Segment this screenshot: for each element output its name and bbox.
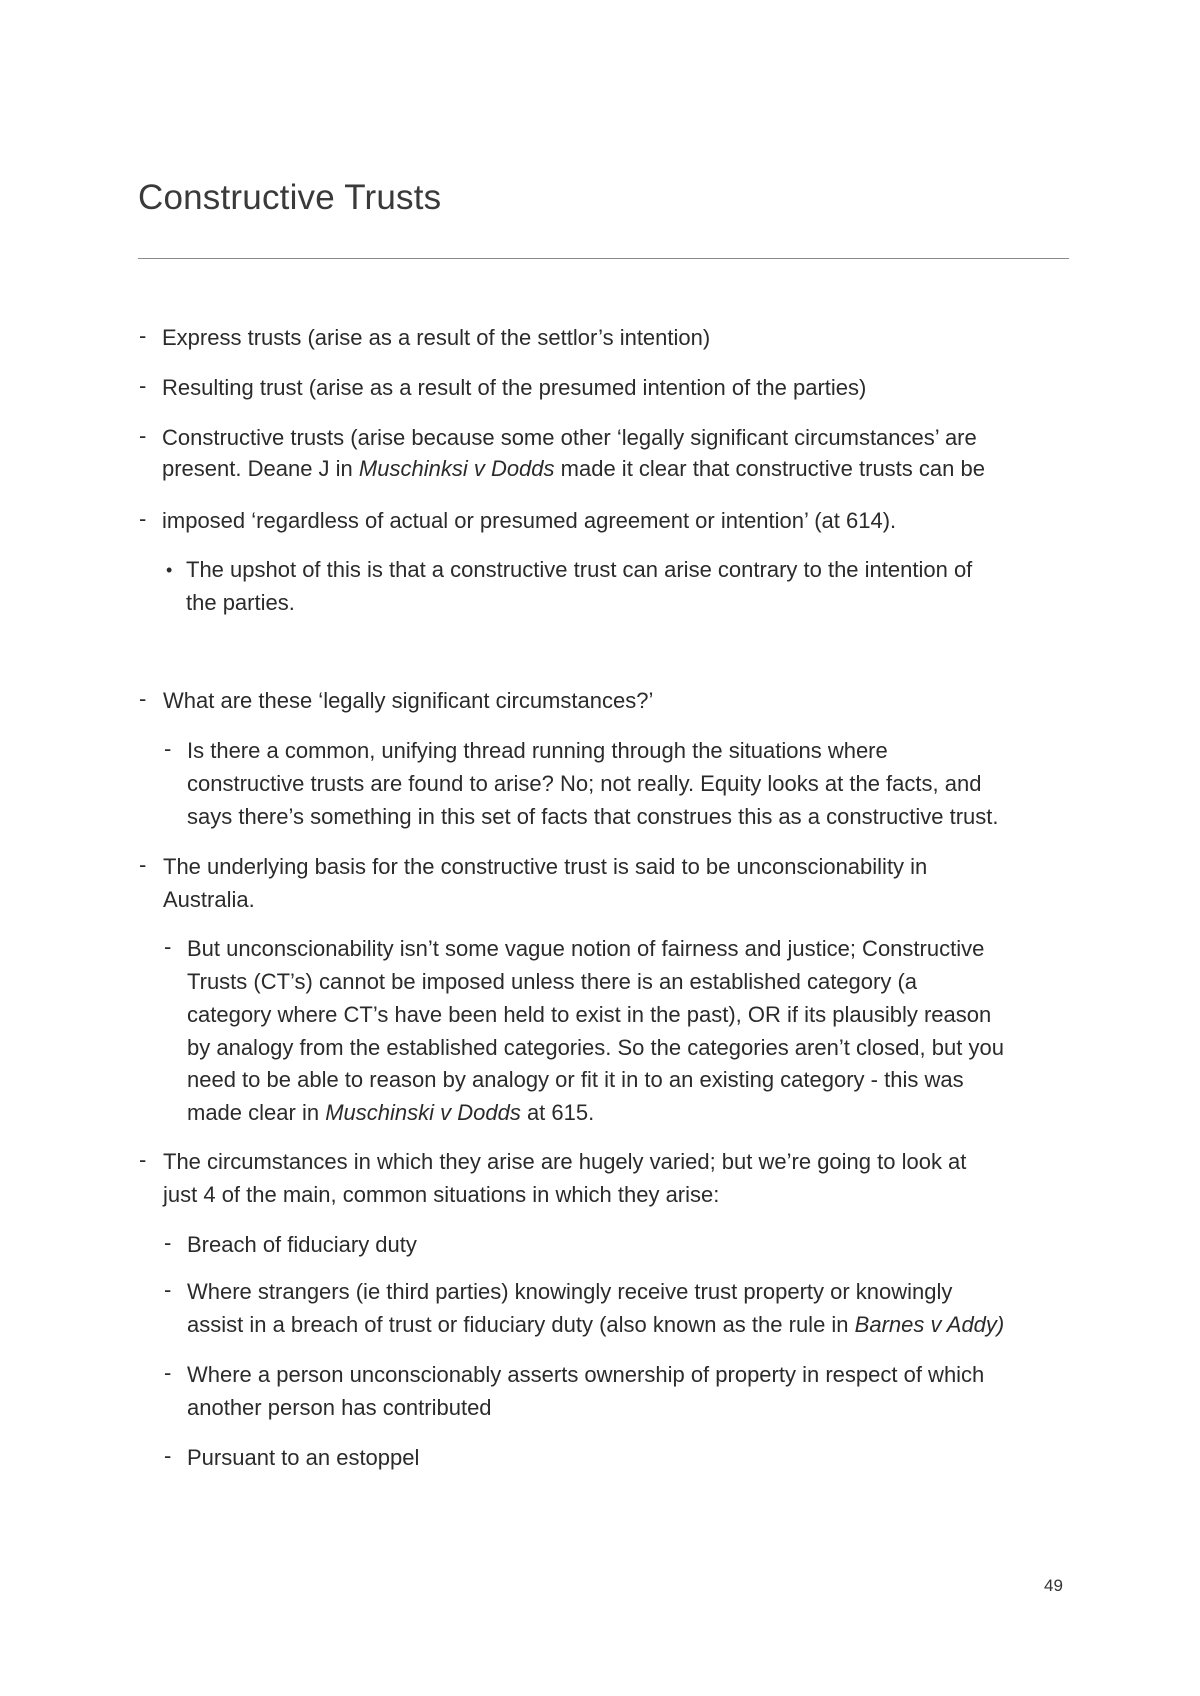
bullet-resulting-trust: Resulting trust (arise as a result of the presumed intention of the parties) — [162, 375, 867, 400]
sub-bullet-upshot-line2: the parties. — [186, 590, 295, 615]
dash-marker: - — [164, 736, 172, 761]
dash-marker: - — [139, 852, 147, 877]
text-run: present. Deane J in — [162, 456, 359, 481]
page-number: 49 — [1044, 1576, 1063, 1595]
dash-marker: - — [139, 1147, 147, 1172]
sub-bullet-strangers-line1: Where strangers (ie third parties) knowingly receive trust property or knowingly — [187, 1279, 953, 1304]
bullet-what-are-circumstances: What are these ‘legally significant circumstances?’ — [163, 688, 654, 713]
bullet-circumstances-varied-line2: just 4 of the main, common situations in which they arise: — [163, 1182, 720, 1207]
bullet-underlying-basis-line1: The underlying basis for the constructive trust is said to be unconscionability in — [163, 854, 928, 879]
text-run: made clear in — [187, 1100, 326, 1125]
bullet-imposed-regardless: imposed ‘regardless of actual or presumed agreement or intention’ (at 614). — [162, 508, 897, 533]
dash-marker: - — [164, 1443, 172, 1468]
bullet-constructive-trusts-line1: Constructive trusts (arise because some other ‘legally significant circumstances’ are — [162, 425, 977, 450]
text-run: assist in a breach of trust or fiduciary duty (also known as the rule in — [187, 1312, 855, 1337]
dash-marker: - — [139, 686, 147, 711]
bullet-circumstances-varied-line1: The circumstances in which they arise are hugely varied; but we’re going to look at — [163, 1149, 967, 1174]
dash-marker: - — [139, 423, 147, 448]
dash-marker: - — [139, 506, 147, 531]
sub-bullet-unconscionability-line2: Trusts (CT’s) cannot be imposed unless there is an established category (a — [187, 969, 918, 994]
dash-marker: - — [139, 323, 147, 348]
sub-bullet-upshot-line1: The upshot of this is that a constructive trust can arise contrary to the intention of — [186, 557, 973, 582]
case-name: Barnes v Addy) — [854, 1312, 1005, 1337]
dash-marker: - — [164, 1277, 172, 1302]
sub-bullet-unconscionability-line6 — [187, 1096, 594, 1129]
bullet-express-trusts: Express trusts (arise as a result of the settlor’s intention) — [162, 325, 711, 350]
bullet-marker: • — [166, 560, 173, 580]
sub-bullet-ownership-line2: another person has contributed — [187, 1395, 492, 1420]
sub-bullet-unconscionability-line1: But unconscionability isn’t some vague notion of fairness and justice; Constructive — [187, 936, 985, 961]
sub-bullet-common-thread-line1: Is there a common, unifying thread running through the situations where — [187, 738, 888, 763]
sub-bullet-unconscionability-line3: category where CT’s have been held to exist in the past), OR if its plausibly reason — [187, 1002, 992, 1027]
case-name: Muschinksi v Dodds — [358, 456, 555, 481]
case-name: Muschinski v Dodds — [325, 1100, 521, 1125]
sub-bullet-common-thread-line2: constructive trusts are found to arise? No; not really. Equity looks at the facts, and — [187, 771, 982, 796]
bullet-underlying-basis-line2: Australia. — [163, 887, 255, 912]
dash-marker: - — [164, 1230, 172, 1255]
sub-bullet-unconscionability-line5: need to be able to reason by analogy or fit it in to an existing category - this was — [187, 1067, 964, 1092]
page-title: Constructive Trusts — [138, 178, 442, 217]
bullet-constructive-trusts-line2 — [162, 452, 985, 485]
text-run: made it clear that constructive trusts can be — [554, 456, 985, 481]
title-divider — [138, 258, 1069, 259]
sub-bullet-strangers-line2 — [187, 1308, 1004, 1341]
dash-marker: - — [139, 373, 147, 398]
dash-marker: - — [164, 1360, 172, 1385]
sub-bullet-unconscionability-line4: by analogy from the established categories. So the categories aren’t closed, but you — [187, 1035, 1004, 1060]
sub-bullet-breach-fiduciary: Breach of fiduciary duty — [187, 1232, 417, 1257]
text-run: at 615. — [520, 1100, 595, 1125]
dash-marker: - — [164, 934, 172, 959]
sub-bullet-estoppel: Pursuant to an estoppel — [187, 1445, 420, 1470]
sub-bullet-ownership-line1: Where a person unconscionably asserts ownership of property in respect of which — [187, 1362, 985, 1387]
sub-bullet-common-thread-line3: says there’s something in this set of facts that construes this as a constructive trust. — [187, 804, 999, 829]
